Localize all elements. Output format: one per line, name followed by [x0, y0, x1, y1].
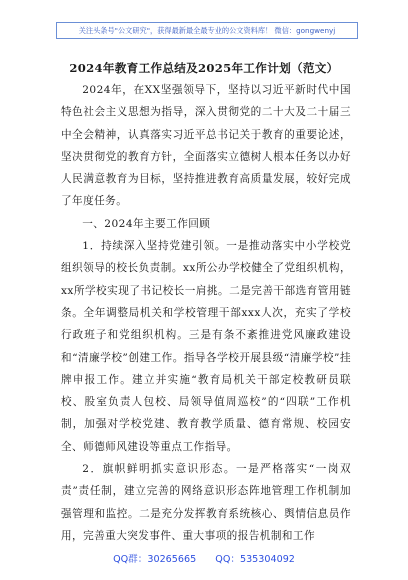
document-title: 2024年教育工作总结及2025年工作计划（范文）: [69, 61, 339, 75]
body-paragraph: 2．旗帜鲜明抓实意识形态。一是严格落实“一岗双责”责任制，建立完善的网络意识形态阵地管理工作机制加强管理和监控。二是充分发挥教育系统核心、舆情信息员作用，完善重大突发事件、重大事项的报告机制和工作: [61, 463, 351, 542]
footer-qq-group: QQ群：30265665: [113, 554, 197, 565]
document-body: [61, 79, 351, 547]
intro-paragraph: 2024年，在XX坚强领导下，坚持以习近平新时代中国特色社会主义思想为指导，深入贯彻党的二十大及二十届三中全会精神，认真落实习近平总书记关于教育的重要论述，坚决贯彻党的教育方针，全面落实立德树人根本任务以办好人民满意教育为目标，坚持推进教育高质量发展，较好完成了年度任务。: [61, 84, 351, 208]
section-heading: 一、2024年主要工作回顾: [82, 217, 211, 230]
footer-contact: [0, 551, 408, 565]
footer-qq: QQ：535304092: [215, 554, 295, 565]
header-banner: 关注头条号"公文研究"，获得最新最全最专业的公文资料库！ 微信：gongwenyj: [56, 22, 358, 39]
body-paragraph: 1．持续深入坚持党建引领。一是推动落实中小学校党组织领导的校长负责制。xx所公办学校健全了党组织机构，xx所学校实现了书记校长一肩挑。二是完善干部选育管用链条。全年调整局机关和学校管理干部xxx人次，充实了学校行政班子和党组织机构。三是有条不紊推进党风廉政建设和“清廉学校”创建工作。指导各学校开展县级“清廉学校”挂牌申报工作。建立并实施“教育局机关干部定校教研员联校、股室负责人包校、局领导值周巡校”的“四联”工作机制，加强对学校党建、教育教学质量、德育常规、校园安全、师德师风建设等重点工作指导。: [61, 240, 351, 453]
